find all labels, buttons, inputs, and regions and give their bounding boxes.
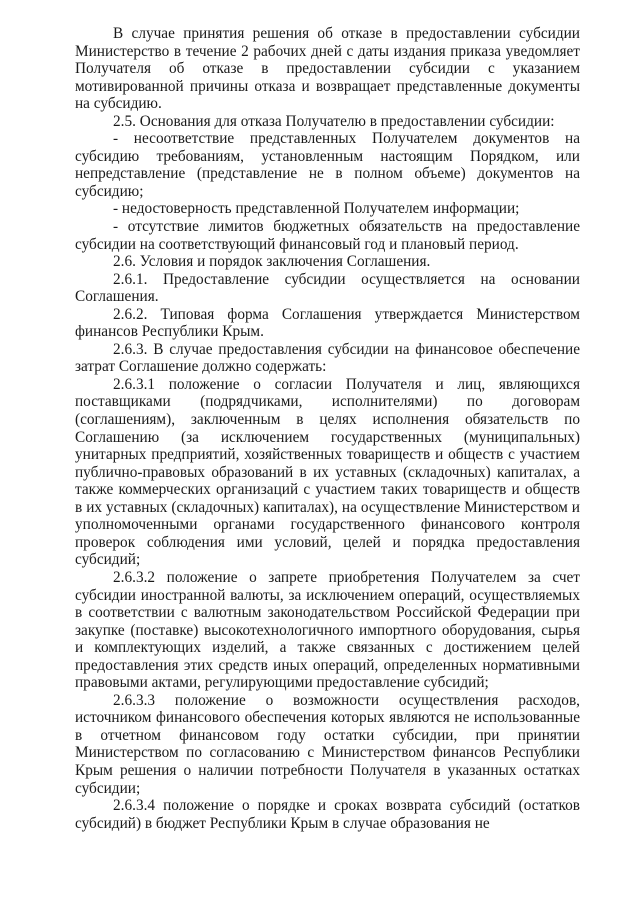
paragraph-clause-2-5: 2.5. Основания для отказа Получателю в предоставлении субсидии: <box>113 112 555 130</box>
paragraph-refusal-notice: В случае принятия решения об отказе в предоставлении субсидии Министерство в течение 2 рабочих дней с даты издания приказа уведомляет Получателя об отказе в предоставлении субсидии с указанием мотивированной причины отказа и возвращает представленные документы на субсидию. <box>75 25 580 113</box>
paragraph-clause-2-6-3: 2.6.3. В случае предоставления субсидии на финансовое обеспечение затрат Соглашение должно содержать: <box>75 340 580 376</box>
paragraph-clause-2-6-3-1: 2.6.3.1 положение о согласии Получателя и лиц, являющихся поставщиками (подрядчиками, исполнителями) по договорам (соглашениям), заключенным в целях исполнения обязательств по Соглашению (за исключением государственных (муниципальных) унитарных предприятий, хозяйственных товариществ и обществ с участием публично-правовых образований в их уставных (складочных) капиталах, а также коммерческих организаций с участием таких товариществ и обществ в их уставных (складочных) капиталах), на осуществление Министерством и уполномоченными органами государственного финансового контроля проверок соблюдения ими условий, целей и порядка предоставления субсидий; <box>75 375 580 569</box>
paragraph-clause-2-6-3-4: 2.6.3.4 положение о порядке и сроках возврата субсидий (остатков субсидий) в бюджет Республики Крым в случае образования не <box>75 797 580 832</box>
paragraph-clause-2-6-2: 2.6.2. Типовая форма Соглашения утверждается Министерством финансов Республики Крым. <box>75 305 580 341</box>
paragraph-ground-nonconformity: - несоответствие представленных Получателем документов на субсидию требованиям, установленным настоящим Порядком, или непредставление (представление не в полном объеме) документов на субсидию; <box>75 130 580 200</box>
paragraph-clause-2-6-3-3: 2.6.3.3 положение о возможности осуществления расходов, источником финансового обеспечения которых являются не использованные в отчетном финансовом году остатки субсидии, при принятии Министерством по согласованию с Министерством финансов Республики Крым решения о наличии потребности Получателя в указанных остатках субсидии; <box>75 691 580 797</box>
paragraph-clause-2-6: 2.6. Условия и порядок заключения Соглашения. <box>113 253 431 271</box>
paragraph-clause-2-6-3-2: 2.6.3.2 положение о запрете приобретения Получателем за счет субсидии иностранной валюты, за исключением операций, осуществляемых в соответствии с валютным законодательством Российской Федерации при закупке (поставке) высокотехнологичного импортного оборудования, сырья и комплектующих изделий, а также связанных с достижением целей предоставления этих средств иных операций, определенных нормативными правовыми актами, регулирующими предоставление субсидий; <box>75 568 580 692</box>
paragraph-ground-inaccuracy: - недостоверность представленной Получателем информации; <box>113 200 520 218</box>
paragraph-ground-no-limits: - отсутствие лимитов бюджетных обязательств на предоставление субсидии на соответствующий финансовый год и плановый период. <box>75 218 580 253</box>
paragraph-clause-2-6-1: 2.6.1. Предоставление субсидии осуществляется на основании Соглашения. <box>75 270 580 306</box>
